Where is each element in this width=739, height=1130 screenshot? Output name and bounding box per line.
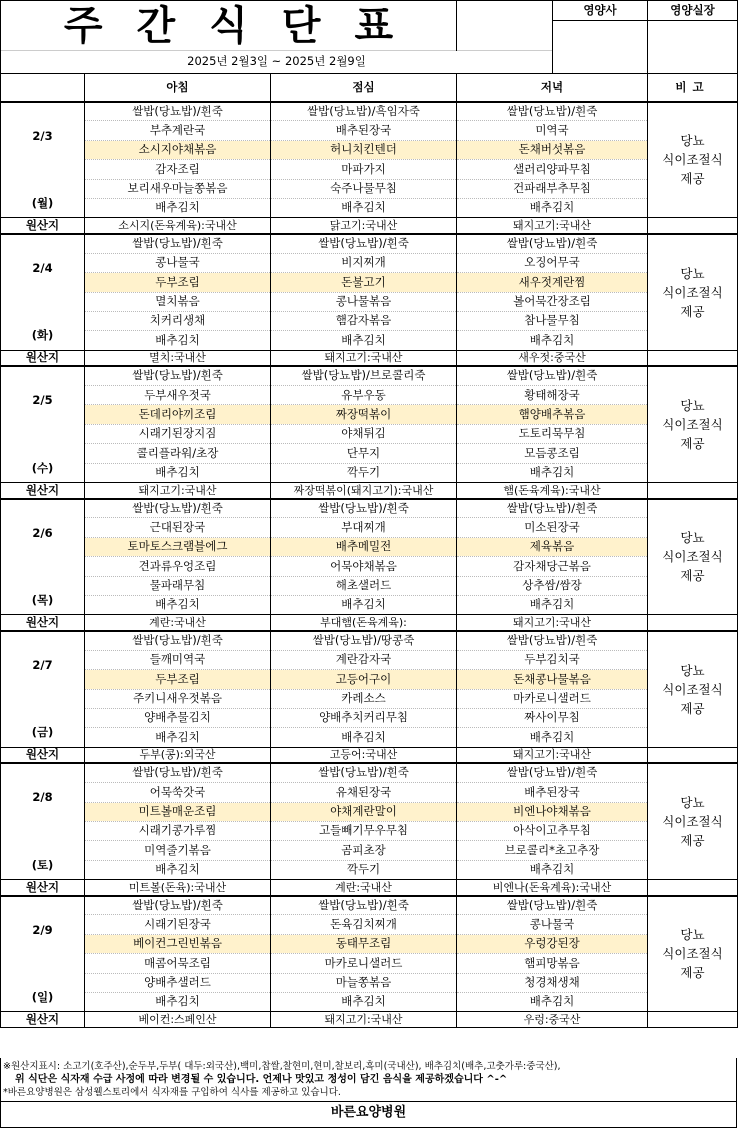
menu-row — [1, 160, 738, 179]
lunch-item: 쌀밥(당뇨밥)/흰죽 — [271, 499, 457, 518]
menu-row — [1, 273, 738, 292]
breakfast-item: 쌀밥(당뇨밥)/흰죽 — [85, 366, 271, 385]
menu-row — [1, 253, 738, 272]
origin-row — [1, 483, 738, 499]
origin-item: 돼지고기:국내산 — [457, 615, 648, 631]
sign-dietitian-label: 영양사 — [553, 1, 648, 21]
dinner-item: 새우젓계란찜 — [457, 273, 648, 292]
origin-item: 소시지(돈육계육):국내산 — [85, 218, 271, 234]
day-note-cell — [648, 896, 738, 1012]
menu-row — [1, 444, 738, 463]
dinner-item: 쌀밥(당뇨밥)/흰죽 — [457, 499, 648, 518]
day-note-line: 제공 — [680, 171, 705, 187]
day-note-line: 당뇨 — [680, 795, 705, 811]
menu-row — [1, 860, 738, 879]
dinner-item: 배추김치 — [457, 993, 648, 1012]
date-range: 2025년 2월3일 ~ 2025년 2월9일 — [1, 51, 553, 74]
lunch-item: 마카로니샐러드 — [271, 954, 457, 973]
sign-dietitian-box — [553, 21, 648, 51]
lunch-item: 카레소스 — [271, 689, 457, 708]
breakfast-item: 쌀밥(당뇨밥)/흰죽 — [85, 896, 271, 915]
menu-row — [1, 973, 738, 992]
day-date-cell — [1, 102, 85, 218]
origin-note-blank — [648, 350, 738, 366]
menu-row — [1, 708, 738, 727]
breakfast-item: 두부새우젓국 — [85, 386, 271, 405]
menu-row — [1, 934, 738, 953]
dinner-item: 제육볶음 — [457, 537, 648, 556]
day-note-cell — [648, 102, 738, 218]
menu-row — [1, 424, 738, 443]
lunch-item: 해초샐러드 — [271, 576, 457, 595]
lunch-item: 마파가지 — [271, 160, 457, 179]
lunch-item: 짜장떡볶이 — [271, 405, 457, 424]
menu-row — [1, 179, 738, 198]
breakfast-item: 양배추물김치 — [85, 708, 271, 727]
menu-row — [1, 993, 738, 1012]
day-note-cell — [648, 631, 738, 747]
sign-chief-box — [648, 21, 738, 51]
breakfast-item: 주키니새우젓볶음 — [85, 689, 271, 708]
breakfast-item: 배추김치 — [85, 993, 271, 1012]
lunch-item: 고들빼기무우무침 — [271, 821, 457, 840]
day-weekday: (토) — [31, 857, 54, 872]
breakfast-item: 미역줄기볶음 — [85, 841, 271, 860]
column-dinner: 저녁 — [457, 74, 648, 102]
day-weekday: (월) — [31, 195, 54, 210]
lunch-item: 단무지 — [271, 444, 457, 463]
origin-note-blank — [648, 747, 738, 763]
origin-item: 돼지고기:국내산 — [457, 218, 648, 234]
day-note-line: 식이조절식 — [662, 814, 723, 830]
day-note-line: 제공 — [680, 700, 705, 716]
column-breakfast: 아침 — [85, 74, 271, 102]
day-date-cell — [1, 234, 85, 350]
origin-item: 미트볼(돈육):국내산 — [85, 880, 271, 896]
day-note-line: 당뇨 — [680, 133, 705, 149]
footer-supplier-note: *바른요양병원은 삼성웰스토리에서 식자재를 구입하여 식사를 제공하고 있습니다. — [3, 1087, 341, 1098]
origin-label: 원산지 — [1, 1012, 85, 1028]
lunch-item: 야채튀김 — [271, 424, 457, 443]
day-note-line: 식이조절식 — [662, 284, 723, 300]
dinner-item: 돈채버섯볶음 — [457, 140, 648, 159]
dinner-item: 햄양배추볶음 — [457, 405, 648, 424]
dinner-item: 쌀밥(당뇨밥)/흰죽 — [457, 631, 648, 650]
column-header-row — [1, 74, 738, 102]
dinner-item: 배추김치 — [457, 198, 648, 217]
lunch-item: 야채계란말이 — [271, 802, 457, 821]
origin-note-blank — [648, 1012, 738, 1028]
lunch-item: 유부우동 — [271, 386, 457, 405]
origin-row — [1, 218, 738, 234]
lunch-item: 배추김치 — [271, 331, 457, 350]
dinner-item: 황태해장국 — [457, 386, 648, 405]
day-note-line: 식이조절식 — [662, 681, 723, 697]
menu-row — [1, 576, 738, 595]
origin-row — [1, 880, 738, 896]
breakfast-item: 배추김치 — [85, 728, 271, 747]
menu-row — [1, 763, 738, 782]
dinner-item: 미소된장국 — [457, 518, 648, 537]
day-note-line: 식이조절식 — [662, 152, 723, 168]
lunch-item: 허니치킨텐더 — [271, 140, 457, 159]
day-note-line: 제공 — [680, 568, 705, 584]
menu-row — [1, 821, 738, 840]
dinner-item: 아삭이고추무침 — [457, 821, 648, 840]
breakfast-item: 쌀밥(당뇨밥)/흰죽 — [85, 631, 271, 650]
origin-label: 원산지 — [1, 880, 85, 896]
lunch-item: 돈육김치찌개 — [271, 915, 457, 934]
menu-row — [1, 631, 738, 650]
day-date: 2/6 — [32, 525, 53, 540]
column-lunch: 점심 — [271, 74, 457, 102]
origin-row — [1, 350, 738, 366]
menu-row — [1, 234, 738, 253]
dinner-item: 쌀밥(당뇨밥)/흰죽 — [457, 763, 648, 782]
lunch-item: 쌀밥(당뇨밥)/흰죽 — [271, 896, 457, 915]
menu-row — [1, 557, 738, 576]
menu-row — [1, 670, 738, 689]
sign-chief-box-lower — [648, 51, 738, 74]
menu-row — [1, 121, 738, 140]
menu-row — [1, 366, 738, 385]
origin-row — [1, 1012, 738, 1028]
dinner-item: 배추김치 — [457, 860, 648, 879]
day-weekday: (금) — [31, 725, 54, 740]
day-date-cell — [1, 631, 85, 747]
origin-item: 베이컨:스페인산 — [85, 1012, 271, 1028]
column-header-blank — [1, 74, 85, 102]
day-note-line: 당뇨 — [680, 662, 705, 678]
lunch-item: 배추메밀전 — [271, 537, 457, 556]
menu-row — [1, 386, 738, 405]
breakfast-item: 시래기된장국 — [85, 915, 271, 934]
origin-item: 비엔나(돈육계육):국내산 — [457, 880, 648, 896]
dinner-item: 쌀밥(당뇨밥)/흰죽 — [457, 366, 648, 385]
day-note-line: 식이조절식 — [662, 417, 723, 433]
day-note-line: 제공 — [680, 436, 705, 452]
day-date: 2/9 — [32, 922, 53, 937]
hospital-name: 바른요양병원 — [1, 1101, 736, 1124]
menu-row — [1, 518, 738, 537]
dinner-item: 쌀밥(당뇨밥)/흰죽 — [457, 234, 648, 253]
day-date: 2/3 — [32, 128, 53, 143]
breakfast-item: 시래기된장지짐 — [85, 424, 271, 443]
title-spacer — [457, 1, 553, 51]
lunch-item: 콩나물볶음 — [271, 292, 457, 311]
breakfast-item: 배추김치 — [85, 198, 271, 217]
menu-row — [1, 689, 738, 708]
dinner-item: 돈채콩나물볶음 — [457, 670, 648, 689]
dinner-item: 감자채당근볶음 — [457, 557, 648, 576]
breakfast-item: 시래기콩가루찜 — [85, 821, 271, 840]
lunch-item: 숙주나물무침 — [271, 179, 457, 198]
breakfast-item: 치커리생채 — [85, 311, 271, 330]
dinner-item: 두부김치국 — [457, 650, 648, 669]
menu-row — [1, 650, 738, 669]
day-note-line: 당뇨 — [680, 530, 705, 546]
dinner-item: 배추김치 — [457, 331, 648, 350]
breakfast-item: 토마토스크램블에그 — [85, 537, 271, 556]
origin-item: 멸치:국내산 — [85, 350, 271, 366]
origin-item: 돼지고기:국내산 — [271, 350, 457, 366]
lunch-item: 부대찌개 — [271, 518, 457, 537]
dinner-item: 배추김치 — [457, 463, 648, 482]
breakfast-item: 콩나물국 — [85, 253, 271, 272]
breakfast-item: 쌀밥(당뇨밥)/흰죽 — [85, 234, 271, 253]
lunch-item: 쌀밥(당뇨밥)/땅콩죽 — [271, 631, 457, 650]
lunch-item: 깍두기 — [271, 860, 457, 879]
origin-label: 원산지 — [1, 747, 85, 763]
lunch-item: 배추김치 — [271, 198, 457, 217]
day-note-line: 제공 — [680, 833, 705, 849]
day-note-cell — [648, 366, 738, 482]
day-date: 2/7 — [32, 657, 53, 672]
lunch-item: 배추김치 — [271, 728, 457, 747]
dinner-item: 햄피망볶음 — [457, 954, 648, 973]
origin-item: 돼지고기:국내산 — [271, 1012, 457, 1028]
breakfast-item: 미트볼매운조림 — [85, 802, 271, 821]
breakfast-item: 배추김치 — [85, 463, 271, 482]
dinner-item: 우렁강된장 — [457, 934, 648, 953]
origin-label: 원산지 — [1, 483, 85, 499]
breakfast-item: 쌀밥(당뇨밥)/흰죽 — [85, 763, 271, 782]
breakfast-item: 멸치볶음 — [85, 292, 271, 311]
breakfast-item: 쌀밥(당뇨밥)/흰죽 — [85, 499, 271, 518]
dinner-item: 미역국 — [457, 121, 648, 140]
day-weekday: (화) — [31, 328, 54, 343]
origin-note-blank — [648, 218, 738, 234]
breakfast-item: 감자조림 — [85, 160, 271, 179]
origin-item: 햄(돈육계육):국내산 — [457, 483, 648, 499]
origin-item: 돼지고기:국내산 — [457, 747, 648, 763]
menu-row — [1, 405, 738, 424]
menu-row — [1, 311, 738, 330]
lunch-item: 유채된장국 — [271, 783, 457, 802]
lunch-item: 배추김치 — [271, 993, 457, 1012]
lunch-item: 동태무조림 — [271, 934, 457, 953]
breakfast-item: 돈데리야끼조림 — [85, 405, 271, 424]
dinner-item: 짜사이무침 — [457, 708, 648, 727]
day-date-cell — [1, 896, 85, 1012]
dinner-item: 볼어묵간장조림 — [457, 292, 648, 311]
dinner-item: 모듬콩조림 — [457, 444, 648, 463]
menu-row — [1, 140, 738, 159]
lunch-item: 배추된장국 — [271, 121, 457, 140]
menu-row — [1, 896, 738, 915]
dinner-item: 비엔나야채볶음 — [457, 802, 648, 821]
origin-label: 원산지 — [1, 350, 85, 366]
lunch-item: 고등어구이 — [271, 670, 457, 689]
origin-item: 두부(콩):외국산 — [85, 747, 271, 763]
origin-item: 돼지고기:국내산 — [85, 483, 271, 499]
origin-note-blank — [648, 880, 738, 896]
menu-row — [1, 783, 738, 802]
day-date: 2/8 — [32, 790, 53, 805]
origin-item: 계란:국내산 — [85, 615, 271, 631]
breakfast-item: 두부조림 — [85, 273, 271, 292]
dinner-item: 배추된장국 — [457, 783, 648, 802]
day-date: 2/5 — [32, 393, 53, 408]
lunch-item: 비지찌개 — [271, 253, 457, 272]
breakfast-item: 매콤어묵조림 — [85, 954, 271, 973]
origin-item: 새우젓:중국산 — [457, 350, 648, 366]
sign-dietitian-box-lower — [553, 51, 648, 74]
lunch-item: 계란감자국 — [271, 650, 457, 669]
day-note-cell — [648, 499, 738, 615]
day-weekday: (목) — [31, 592, 54, 607]
dinner-item: 배추김치 — [457, 728, 648, 747]
menu-row — [1, 499, 738, 518]
menu-row — [1, 915, 738, 934]
day-note-line: 식이조절식 — [662, 549, 723, 565]
lunch-item: 양배추치커리무침 — [271, 708, 457, 727]
lunch-item: 어묵야채볶음 — [271, 557, 457, 576]
breakfast-item: 배추김치 — [85, 860, 271, 879]
dinner-item: 브로콜리*초고추장 — [457, 841, 648, 860]
breakfast-item: 배추김치 — [85, 595, 271, 614]
origin-label: 원산지 — [1, 218, 85, 234]
footer-origin-note: ※원산지표시: 소고기(호주산),순두부,두부( 대두:외국산),백미,찹쌀,찰현미,현미,찰보리,흑미(국내산), 배추김치(배추,고춧가루:중국산), — [3, 1061, 561, 1072]
page-title: 주간식단표 — [63, 2, 428, 49]
day-weekday: (일) — [31, 989, 54, 1004]
column-note: 비고 — [648, 74, 738, 102]
dinner-item: 배추김치 — [457, 595, 648, 614]
origin-item: 고등어:국내산 — [271, 747, 457, 763]
dinner-item: 샐러리양파무침 — [457, 160, 648, 179]
origin-note-blank — [648, 483, 738, 499]
lunch-item: 쌀밥(당뇨밥)/브로콜리죽 — [271, 366, 457, 385]
menu-row — [1, 595, 738, 614]
breakfast-item: 근대된장국 — [85, 518, 271, 537]
menu-row — [1, 198, 738, 217]
day-weekday: (수) — [31, 460, 54, 475]
dinner-item: 쌀밥(당뇨밥)/흰죽 — [457, 102, 648, 121]
dinner-item: 콩나물국 — [457, 915, 648, 934]
breakfast-item: 베이컨그린빈볶음 — [85, 934, 271, 953]
dinner-item: 마카로니샐러드 — [457, 689, 648, 708]
origin-label: 원산지 — [1, 615, 85, 631]
origin-item: 우렁:중국산 — [457, 1012, 648, 1028]
lunch-item: 깍두기 — [271, 463, 457, 482]
day-date-cell — [1, 763, 85, 879]
breakfast-item: 콜리플라워/초장 — [85, 444, 271, 463]
day-note-line: 당뇨 — [680, 398, 705, 414]
menu-row — [1, 728, 738, 747]
breakfast-item: 쌀밥(당뇨밥)/흰죽 — [85, 102, 271, 121]
day-date: 2/4 — [32, 260, 53, 275]
breakfast-item: 들깨미역국 — [85, 650, 271, 669]
menu-row — [1, 102, 738, 121]
breakfast-item: 물파래무침 — [85, 576, 271, 595]
breakfast-item: 부추계란국 — [85, 121, 271, 140]
menu-row — [1, 841, 738, 860]
dinner-item: 상추쌈/쌈장 — [457, 576, 648, 595]
breakfast-item: 어묵쑥갓국 — [85, 783, 271, 802]
page-title-cell — [1, 1, 457, 51]
lunch-item: 쌀밥(당뇨밥)/흑임자죽 — [271, 102, 457, 121]
origin-row — [1, 615, 738, 631]
menu-row — [1, 463, 738, 482]
origin-note-blank — [648, 615, 738, 631]
day-note-line: 당뇨 — [680, 927, 705, 943]
footer-change-note: 위 식단은 식자재 수급 사정에 따라 변경될 수 있습니다. 언제나 맛있고 정성이 담긴 음식을 제공하겠습니다 ^-^ — [15, 1074, 508, 1085]
menu-row — [1, 537, 738, 556]
breakfast-item: 소시지야채볶음 — [85, 140, 271, 159]
breakfast-item: 두부조림 — [85, 670, 271, 689]
origin-item: 계란:국내산 — [271, 880, 457, 896]
menu-row — [1, 802, 738, 821]
day-note-cell — [648, 763, 738, 879]
origin-item: 닭고기:국내산 — [271, 218, 457, 234]
lunch-item: 쌀밥(당뇨밥)/흰죽 — [271, 763, 457, 782]
sign-chief-label: 영양실장 — [648, 1, 738, 21]
lunch-item: 햄감자볶음 — [271, 311, 457, 330]
breakfast-item: 양배추샐러드 — [85, 973, 271, 992]
day-note-line: 당뇨 — [680, 265, 705, 281]
dinner-item: 도토리묵무침 — [457, 424, 648, 443]
menu-row — [1, 954, 738, 973]
lunch-item: 마늘쫑볶음 — [271, 973, 457, 992]
dinner-item: 오징어무국 — [457, 253, 648, 272]
origin-row — [1, 747, 738, 763]
day-date-cell — [1, 366, 85, 482]
origin-item: 부대햄(돈육계육): — [271, 615, 457, 631]
day-note-line: 식이조절식 — [662, 946, 723, 962]
day-note-cell — [648, 234, 738, 350]
dinner-item: 참나물무침 — [457, 311, 648, 330]
lunch-item: 쌀밥(당뇨밥)/흰죽 — [271, 234, 457, 253]
footer — [0, 1058, 737, 1128]
menu-row — [1, 331, 738, 350]
dinner-item: 쌀밥(당뇨밥)/흰죽 — [457, 896, 648, 915]
day-note-line: 제공 — [680, 965, 705, 981]
day-note-line: 제공 — [680, 303, 705, 319]
breakfast-item: 배추김치 — [85, 331, 271, 350]
lunch-item: 곰피초장 — [271, 841, 457, 860]
lunch-item: 돈불고기 — [271, 273, 457, 292]
day-date-cell — [1, 499, 85, 615]
breakfast-item: 보리새우마늘쫑볶음 — [85, 179, 271, 198]
origin-item: 짜장떡볶이(돼지고기):국내산 — [271, 483, 457, 499]
lunch-item: 배추김치 — [271, 595, 457, 614]
dinner-item: 청경채생채 — [457, 973, 648, 992]
breakfast-item: 견과류우엉조림 — [85, 557, 271, 576]
menu-row — [1, 292, 738, 311]
dinner-item: 건파래부추무침 — [457, 179, 648, 198]
